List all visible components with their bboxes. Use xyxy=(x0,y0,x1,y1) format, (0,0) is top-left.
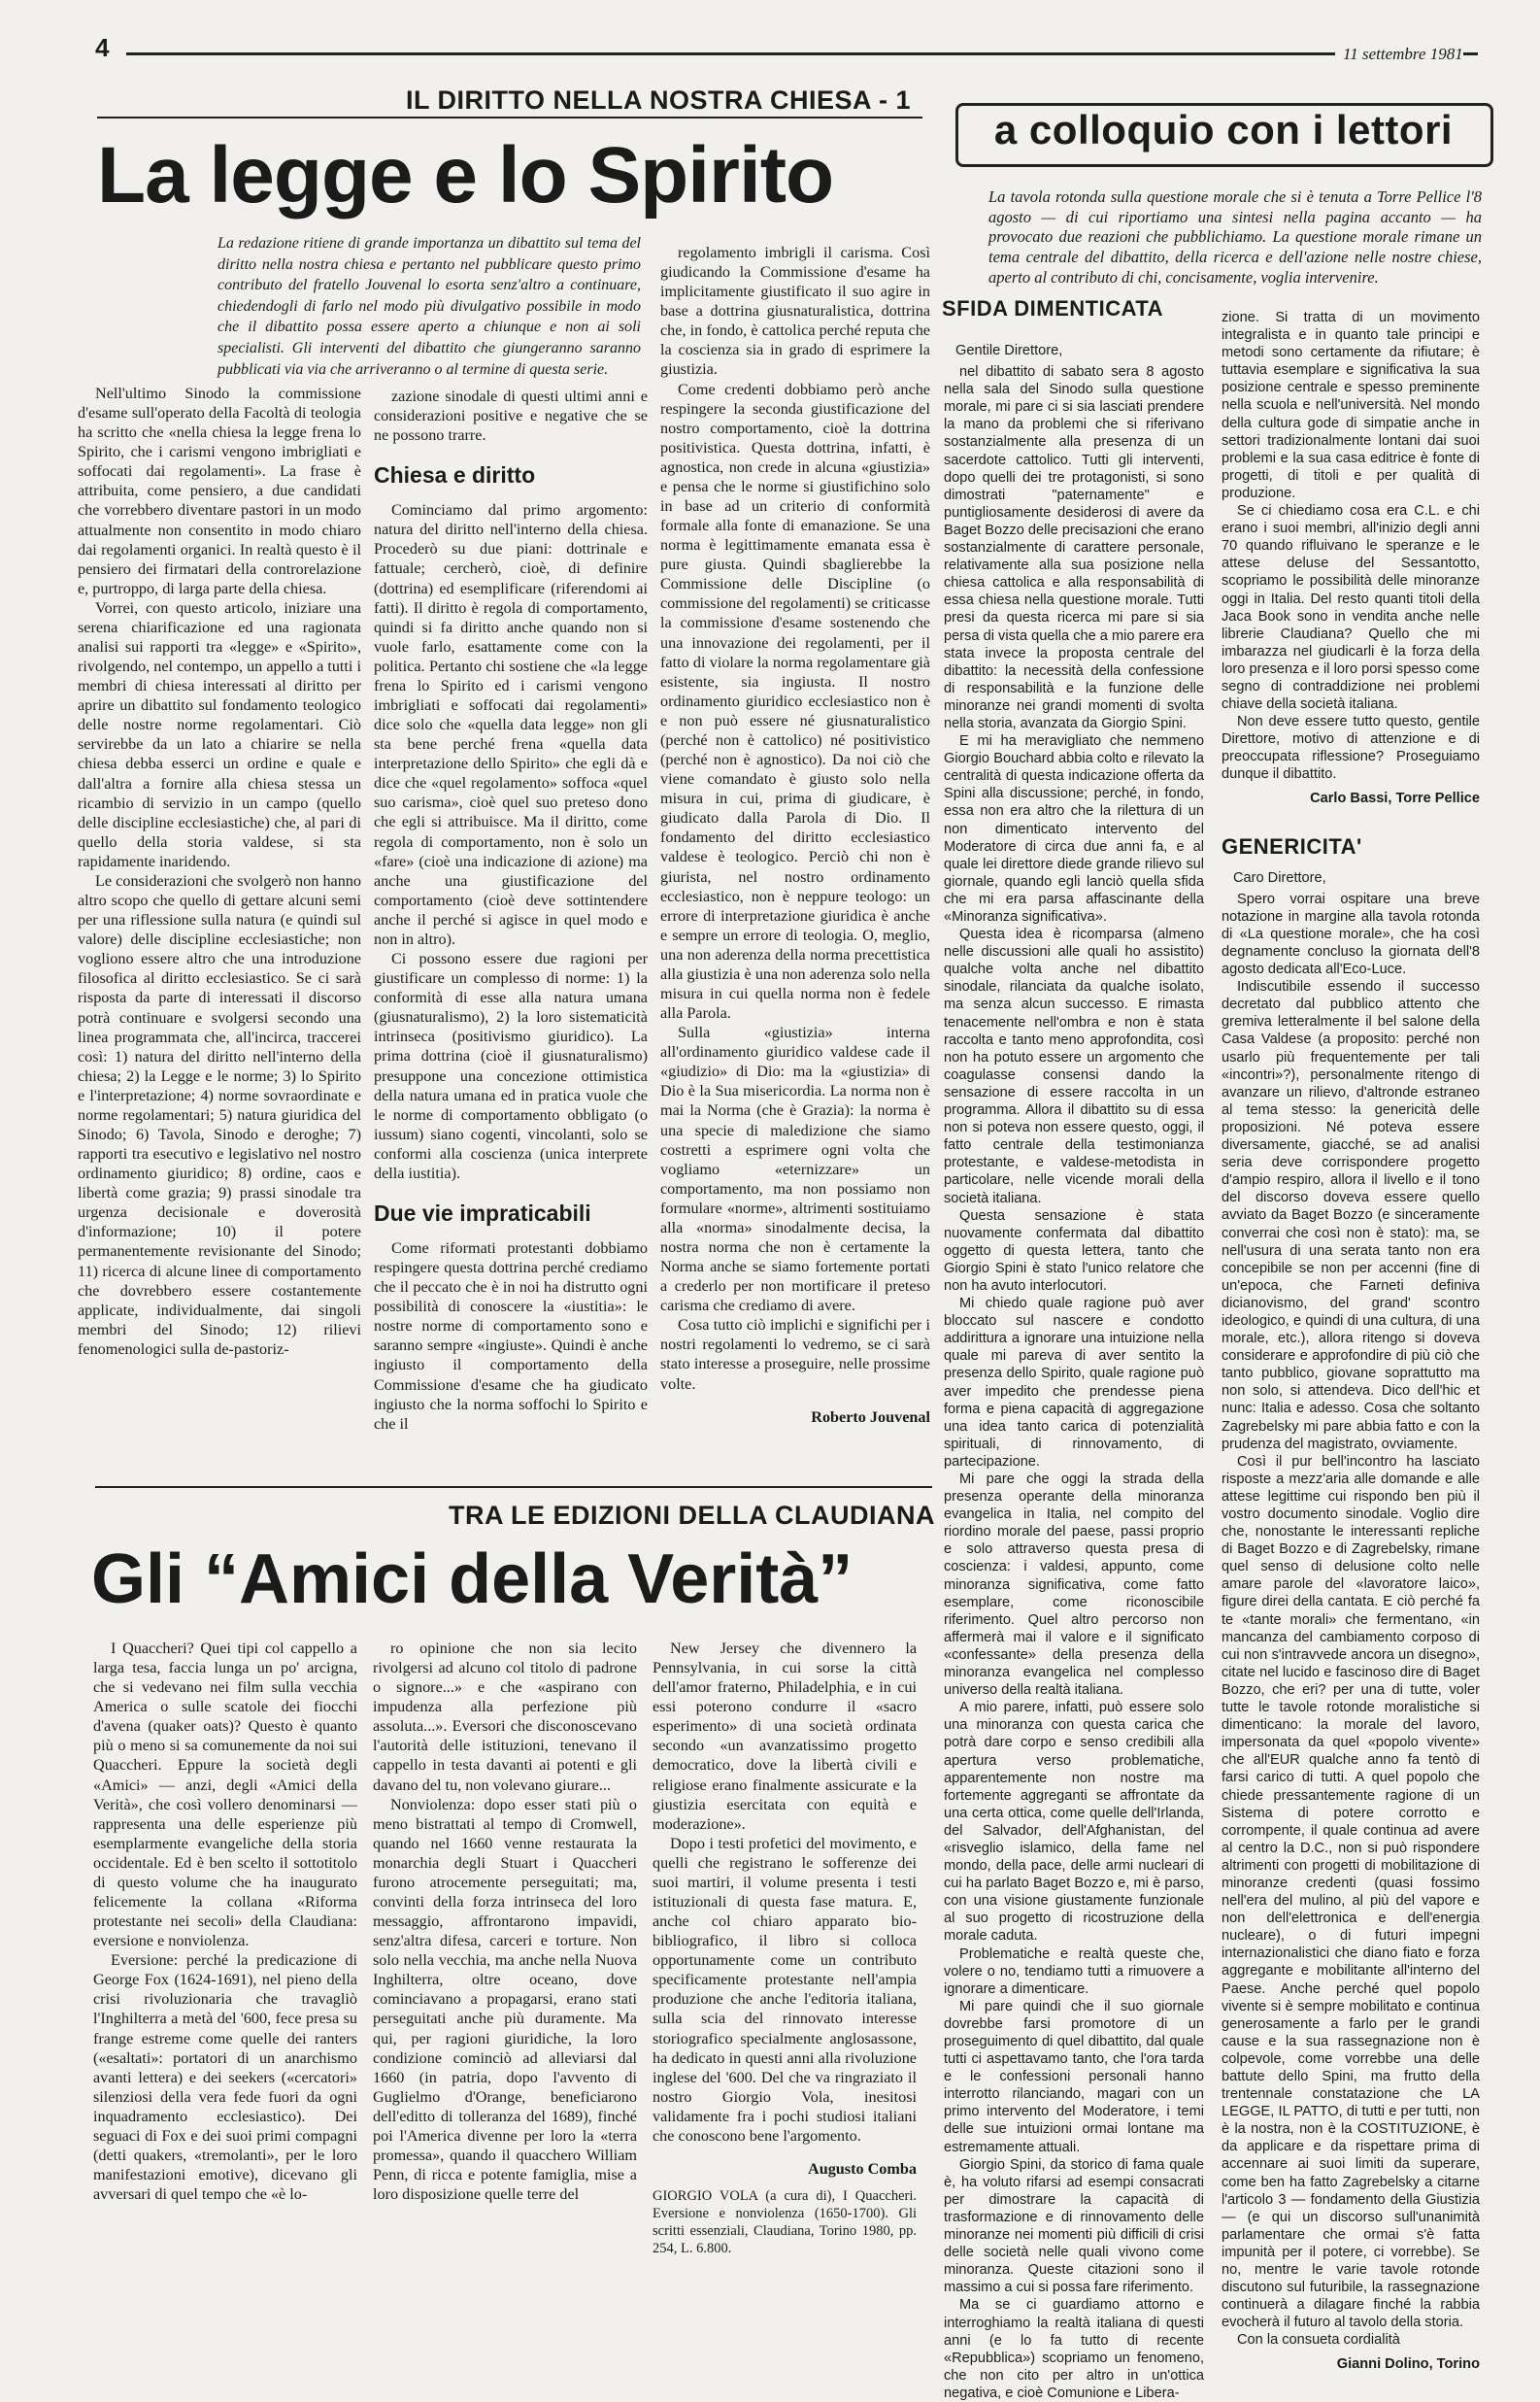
paragraph: Cominciamo dal primo argomento: natura del diritto nell'interno della chiesa. Procederò su due piani: dottrinale e fattuale; cercherò, cioè, di definire (dottrina) ed esemplificare (riferendomi ai fatti). Il diritto è regola di comportamento, quindi si fa diritto anche quando non si vuole farlo, esattamente come con la politica. Pertanto chi sostiene che «la legge frena lo Spirito ed i carismi vengono imbrigliati e soffocati dai regolamenti» dice solo che «quella data legge» non gli sta bene perché frena «quella data interpretazione dello Spirito» che egli dà e dice che «quel regolamento» soffoca «quel suo carisma», cioè quel suo preteso dono che egli si attribuisce. Ma il diritto, come regola di comportamento, non è solo un «fare» (cioè una indicazione di azione) ma anche una giustificazione del comportamento (cioè deve sottintendere anche il perché si agisce in quel modo e non in altro). xyxy=(374,501,648,948)
letter1-column-a xyxy=(944,342,1204,2402)
paragraph: Questa idea è ricomparsa (almeno nelle discussioni alle quali ho assistito) qualche volta anche nel dibattito sinodale, rilanciata da qualche isolato, ma senza alcun successo. E rimasta tenacemente nell'ombra e non è stata raccolta e tanto meno approfondita, così non ha potuto essere un argomento che coagulasse consensi dando la sensazione di essere raccolta in un programma. Allora il dibattito su di essa non si poteva non essere questo, oggi, il fatto centrale della testimonianza protestante, e valdese-metodista in particolare, nelle vicende morali della società italiana. xyxy=(944,927,1204,1206)
header-rule xyxy=(126,52,1478,55)
letter2-salutation: Caro Direttore, xyxy=(1233,869,1326,886)
paragraph: A mio parere, infatti, può essere solo una minoranza con questa carica che potrà dare corpo e senso credibili alla apertura verso problematiche, apparentemente non nostre ma fortemente aggreganti se affrontate da una certa ottica, come quelle dell'Irlanda, del Salvador, dell'Afghanistan, del «risveglio islamico, della fame nel mondo, della pace, delle armi nucleari di cui ha parlato Baget Bozzo e, mi è parso, con una visione giustamente funzionale al suo progetto di ricostruzione della morale caduta. xyxy=(944,1700,1204,1945)
paragraph: Mi pare che oggi la strada della presenza operante della minoranza evangelica in Italia, nel compito del riordino morale del paese, passi proprio e solo attraverso questa presa di coscienza: i valdesi, appunto, come minoranza significativa, come fatto esemplare, come riconoscibile riferimento. Quel altro percorso non affermerà mai il valore e il significato «confessante» della presenza della minoranza evangelica nel complesso universo della realtà italiana. xyxy=(944,1472,1204,1699)
issue-date: 11 settembre 1981 xyxy=(1335,45,1463,64)
subheading-due-vie: Due vie impraticabili xyxy=(374,1200,591,1226)
paragraph: Problematiche e realtà queste che, volere o no, tendiamo tutti a rimuovere a ignorare a dimenticare. xyxy=(944,1945,1204,1997)
paragraph: regolamento imbrigli il carisma. Così giudicando la Commissione d'esame ha implicitamente giustificato il suo agire in base a dottrina giusnaturalistica, dottrina che, in fondo, è cattolica perché reputa che la coscienza sia in grado di esprimere la giustizia. xyxy=(660,244,930,379)
paragraph: Vorrei, con questo articolo, iniziare una serena chiarificazione ed una ragionata analisi sui rapporti tra «legge» e «Spirito», rivolgendo, nel contempo, un appello a tutti i membri di chiesa interessati al diritto per aprire un dibattito sul fondamento teologico delle nostre norme regolamentari. Ciò servirebbe da un lato a chiarire se nella chiesa debba esserci un ordine e quale e dall'altra a fornire alla chiesa stessa un ricambio di servizio in un campo (quello delle discipline ecclesiastiche) che, al pari di quello della storia valdese, si sta rapidamente inaridendo. xyxy=(78,598,361,870)
paragraph: Le considerazioni che svolgerò non hanno altro scopo che quello di gettare alcuni semi per una riflessione sulla natura (e quindi sul valore) delle discipline ecclesiastiche; non vogliono essere altro che una introduzione filosofica al diritto ecclesiastico. Se ci sarà risposta da parte di interessati il discorso potrà continuare e svolgersi secondo una linea programmata che, all'incirca, traccerei così: 1) natura del diritto nell'interno della chiesa; 2) la Legge e le norme; 3) lo Spirito e l'interpretazione; 4) norme sovraordinate e norme regolamentari; 5) natura giuridica del Sinodo; 6) Tavola, Sinodo e deroghe; 7) rapporti tra esecutivo e legislativo nel nostro ordinamento giuridico; 8) ordine, caos e libertà come grazia; 9) prassi sinodale tra urgenza decisionale e doverosità d'informazione; 10) il potere permanentemente revisionante del Sinodo; 11) ricerca di alcune linee di comportamento che dovrebbero essere costantemente applicate, individualmente, dai singoli membri del Sinodo; 12) rilievi fenomenologici sulla de-pastoriz- xyxy=(78,871,361,1358)
paragraph: Come credenti dobbiamo però anche respingere la seconda giustificazione del nostro comportamento, cioè la dottrina positivistica. Questa dottrina, infatti, è agnostica, non crede in alcuna «giustizia» e pensa che le norme si giustifichino solo in base ad un criterio di conformità formale alla fonte di emanazione. Se una norma è legittimamente emanata essa è pure giusta. Quindi sbaglierebbe la Commissione delle Discipline (o commissione del regolamenti) se criticasse la commissione d'esame sostenendo che una innovazione dei regolamenti, per il fatto di violare la norma regolamentare già esistente, sia ingiusta. Il nostro ordinamento giuridico ecclesiastico non è e non può essere né giusnaturalistico (perché non è cattolico) né positivistico (perché non è agnostico). Da noi ciò che viene comandato è giusto solo nella misura in cui, prima di giudicare, è giudicato dalla Parola di Dio. Il fondamento del diritto ecclesiastico valdese è teologico. Perciò chi non è giurista, nel nostro ordinamento ecclesiastico, non è neppure teologo: un errore di interpretazione giuridica è anche e sempre un errore di teologia. O, meglio, una non aderenza della norma precettistica alla giustizia è una non aderenza solo nella misura in cui quella norma non è fedele alla Parola. xyxy=(660,380,930,1023)
paragraph: I Quaccheri? Quei tipi col cappello a larga tesa, faccia lunga un po' arcigna, che si vedevano nei film sulla vecchia America o sulle scatole dei fiocchi d'avena (quaker oats)? Questo è quanto più o meno si sa comunemente da noi sui Quaccheri. Eppure la società degli «Amici» — anzi, degli «Amici della Verità», che così vollero denominarsi — rappresenta una delle esperienze più esemplarmente evangeliche della storia occidentale. Ed è ben scelto il sottotitolo di questo volume che ha inaugurato felicemente la collana «Riforma protestante nei secoli» della Claudiana: eversione e nonviolenza. xyxy=(93,1640,357,1950)
paragraph: Eversione: perché la predicazione di George Fox (1624-1691), nel pieno della crisi rivoluzionaria che travagliò l'Inghilterra a metà del '600, fece presa su frange estreme come quelle dei ranters («esaltati»: portatori di un anarchismo avanti lettera) e dei seekers («cercatori» silenziosi della vera fede fuori da ogni inquadramento ecclesiastico). Dei seguaci di Fox e dei suoi primi compagni (detti quakers, «tremolanti», per le loro manifestazioni emotive), dicevano gli avversari di quel tempo che «è lo- xyxy=(93,1951,357,2204)
letter1-signature: Carlo Bassi, Torre Pellice xyxy=(1310,790,1480,806)
paragraph: Se ci chiediamo cosa era C.L. e chi erano i suoi membri, all'inizio degli anni 70 quando rifluivano le speranze e le attese deluse del Sessantotto, scopriamo le possibilità delle minoranze oggi in Italia. Del resto quanti titoli della Jaca Book sono in vendita anche nelle librerie Claudiana? Quello che mi imbarazza nel giudicarli è la forza della loro presenza e il loro porsi spesso come segno di contraddizione nei problemi chiave della società italiana. xyxy=(1222,503,1480,713)
article2-kicker: TRA LE EDIZIONI DELLA CLAUDIANA xyxy=(449,1501,935,1530)
paragraph: New Jersey che divennero la Pennsylvania, in cui sorse la città dell'amor fraterno, Philadelphia, e in cui essi poterono condurre il «sacro esperimento» di una società ordinata secondo «un avanzatissimo progetto democratico, dove la libertà civili e religiose erano finalmente assicurate e la giustizia esercitata con equità e moderazione». xyxy=(653,1640,917,1833)
article2-top-rule xyxy=(95,1486,932,1488)
paragraph: Dopo i testi profetici del movimento, e quelli che registrano le sofferenze dei suoi martiri, il volume presenta i testi istituzionali di questa fase matura. E, anche col chiaro apparato bio-bibliografico, il libro si colloca opportunamente come un contributo specificamente protestante nell'ampia produzione che anche l'editoria italiana, sulla scia del rinnovato interesse storiografico specialmente anglosassone, ha dedicato in questi anni alla rivoluzione inglese del '600. Del che va ringraziato il nostro Giorgio Vola, inesitosi validamente fra i pochi studiosi italiani che conoscono bene l'argomento. xyxy=(653,1834,917,2145)
paragraph: Non deve essere tutto questo, gentile Direttore, motivo di attenzione e di preoccupata riflessione? Proseguiamo dunque il dibattito. xyxy=(1222,714,1480,783)
paragraph: Giorgio Spini, da storico di fama quale è, ha voluto rifarsi ad esempi consacrati per dimostrare la capacità di trasformazione e di rinnovamento delle minoranze nei momenti più difficili di crisi delle società nelle quali vivono come minoranza. Queste citazioni sono il massimo a cui si possa fare riferimento. xyxy=(944,2156,1204,2296)
paragraph: Nonviolenza: dopo esser stati più o meno bistrattati al tempo di Cromwell, quando nel 1660 venne restaurata la monarchia degli Stuart i Quaccheri furono atrocemente perseguitati; ma, convinti della forza intrinseca del loro messaggio, affrontarono impavidi, senz'altra difesa, carceri e torture. Non solo nella vecchia, ma anche nella Nuova Inghilterra, oltre oceano, dove cominciavano a propagarsi, erano stati perseguitati anche più duramente. Ma qui, per ragioni giuridiche, la loro condizione cominciò ad alleviarsi dal 1660 (in patria, dopo l'avvento di Guglielmo d'Orange, beneficiarono dell'editto di tolleranza del 1689), finché poi l'America divenne per loro la «terra promessa», quando il quacchero William Penn, di ricca e potente famiglia, mise a loro disposizione quelle terre del xyxy=(373,1795,637,2204)
article2-title: Gli “Amici della Verità” xyxy=(91,1540,854,1618)
paragraph: Mi pare quindi che il suo giornale dovrebbe farsi promotore di un proseguimento di quel dibattito, dal quale tutti ci aspettavamo tanto, che l'ora tarda e le confessioni personali hanno interrotto rilanciando, magari con un primo intervento del Moderatore, i temi delle sue intuizioni ormai lontane ma estremamente attuali. xyxy=(944,1998,1204,2155)
letters-intro: La tavola rotonda sulla questione morale che si è tenuta a Torre Pellice l'8 agosto — di cui riportiamo una sintesi nella pagina accanto — ha provocato due reazioni che pubblichiamo. La questione morale rimane un tema centrale del dibattito, della ricerca e dell'azione nelle nostre chiese, aperto al contributo di chi, concisamente, voglia intervenire. xyxy=(988,187,1482,287)
paragraph: Così il pur bell'incontro ha lasciato risposte a mezz'aria alle domande e alle attese legittime cui rispondo ben più il vostro documento sinodale. Voglio dire che, nonostante le interessanti repliche di Baget Bozzo e di Zagrebelsky, rimane quel senso di delusione colto nelle amare parole del «lavoratore laico», figure direi della cantata. E ciò perché fa te «tante morali» che fermentano, «in mancanza del cambiamento corposo di cui non s'intravvede ancora un disegno», citate nel lucido e fascinoso dire di Baget Bozzo, che eri? per una di tutte, voler tutte le tavole rotonde moralistiche si dimenticano: la morale del lavoro, impersonata da quel «popolo vivente» che all'EUR qualche anno fa tentò di farsi carico di tutti. A quel popolo che chiede pressantemente ragione di un Sistema di potere corrotto e corrompente, il quale continua ad avere al centro la D.C., non si può rispondere altrimenti con progetti di mobilitazione di minoranze credenti (quasi fossimo nell'era del mulino, al più del vapore e non dell'elettronica e dell'energia nucleare), o di futuri impegni internazionalistici che diano fiato e forza aggregante e mobilitante all'interno del Paese. Anche perché quel popolo vivente si è sempre mobilitato e continua generosamente a farlo per le grandi cause e la sua rassegnazione non è colpevole, come vorrebbe una delle battute dello Spini, ma frutto della trentennale constatazione che LA LEGGE, IL PATTO, di tutti e per tutti, non è la nostra, non è la COSTITUZIONE, è da applicare e da rispettare prima di accennare ai suoi limiti da superare, come ben ha fatto Zagrebelsky a citarne l'articolo 3 — fondamento della Giustizia — (e qui un discorso sull'unanimità parlamentare che ormai s'è fatta impunità per il potere, ci vorrebbe). Se no, mentre le varie tavole rotonde discutono sul futuribile, la rassegnazione continuerà a dilagare finché la rabbia evocherà il futuro al tavolo della storia. xyxy=(1222,1453,1480,2331)
page-number: 4 xyxy=(95,33,110,62)
book-reference: GIORGIO VOLA (a cura di), I Quaccheri. Eversione e nonviolenza (1650-1700). Gli scritti essenziali, Claudiana, Torino 1980, pp. 254, L. 6.800. xyxy=(653,2188,917,2257)
article1-kicker: IL DIRITTO NELLA NOSTRA CHIESA - 1 xyxy=(406,85,912,115)
paragraph: Sulla «giustizia» interna all'ordinamento giuridico valdese cade il «giudizio» di Dio: ma la «giustizia» di Dio è la Sua misericordia. La norma non è mai la Norma (che è Grazia): la norma è una specie di maledizione che siamo costretti a esprimere ogni volta che vogliamo «eternizzare» un comportamento, ma non possiamo non formulare «norme», altrimenti sostituiamo alla «norma» sinodalmente decisa, la nostra norma che non è certamente la Norma anche se siamo fortemente portati a crederlo per non mortificare il preteso carisma che crediamo di avere. xyxy=(660,1024,930,1315)
paragraph: Mi chiedo quale ragione può aver bloccato sul nascere e condotto addirittura a ignorare una intuizione nella quale mi pareva di aver sentito la presenza dello Spirito, quale ragione può aver impedito che prendesse piena forma e piena capacità di aggregazione una idea tanto carica di potenzialità spirituali, di rinnovamento, di partecipazione. xyxy=(944,1296,1204,1470)
letter1-heading: SFIDA DIMENTICATA xyxy=(942,296,1164,321)
paragraph: Spero vorrai ospitare una breve notazione in margine alla tavola rotonda di «La questione morale», che ha così degnamente concluso la giornata dell'8 agosto dedicata all'Eco-Luce. xyxy=(1222,891,1480,978)
letters-banner: a colloquio con i lettori xyxy=(993,107,1454,152)
article1-top-rule xyxy=(97,117,922,118)
paragraph: Cosa tutto ciò implichi e significhi per i nostri regolamenti lo vedremo, se ci sarà stato interesse a proseguire, nelle prossime volte. xyxy=(660,1316,930,1393)
letter2-heading: GENERICITA' xyxy=(1222,833,1362,859)
paragraph: Ma se ci guardiamo attorno e interroghiamo la realtà italiana di questi anni (e lo fa tutto di recente «Repubblica») scopriamo un fenomeno, che non cito per altro in un'ottica negativa, e cioè Comunione e Libera- xyxy=(944,2297,1204,2401)
letter1-salutation: Gentile Direttore, xyxy=(955,343,1063,358)
article2-column-1 xyxy=(93,1639,357,2204)
subheading-chiesa-e-diritto: Chiesa e diritto xyxy=(374,462,536,489)
paragraph: Indiscutibile essendo il successo decretato dal pubblico attento che gremiva letteralmente il bel salone della Casa Valdese (a proposito: perché non usarlo più frequentemente per tali «incontri»?), personalmente ritengo di avanzare un rilievo, d'altronde estraneo al tema stesso: la genericità delle proposizioni. Né poteva essere diversamente, giacché, se ad analisi seria deve corrispondere progetto d'ampio respiro, allora il livello e il tono del discorso doveva essere quello avviato da Baget Bozzo (e sinceramente converrai che così non è stato): ma, se nell'usura di una serata tanto non era concepibile se non per accenni (fine di un'epoca, che Farneti definiva dicianovismo, del grand' scontro ideologico, e quindi di una cultura, di una morale, etc.), allora ritengo si doveva considerare e approfondire di più ciò che tanto pubblico, giovane soprattutto ma non solo, si attendeva. Dico dell'hic et nunc: Italia e adesso. Cosa che soltanto Zagrebelsky mi pare abbia fatto e con la prudenza del magistrato, ovviamente. xyxy=(1222,979,1480,1452)
article1-signature: Roberto Jouvenal xyxy=(811,1407,930,1426)
article1-column-2 xyxy=(374,387,648,1434)
article2-signature: Augusto Comba xyxy=(808,2160,917,2179)
letter2-signature: Gianni Dolino, Torino xyxy=(1336,2355,1480,2372)
paragraph: Ci possono essere due ragioni per giustificare un complesso di norme: 1) la conformità di esse alla natura umana (giusnaturalismo), 2) la loro sistematicità intrinseca (positivismo giuridico). La prima dottrina (cioè il giusnaturalismo) presuppone una concezione ottimistica della natura umana ed in pratica vuole che le norme di comportamento obbligato (o iussum) siano cogenti, vincolanti, solo se conformi alla coscienza (unica interprete della iustitia). xyxy=(374,950,648,1182)
paragraph: nel dibattito di sabato sera 8 agosto nella sala del Sinodo sulla questione morale, mi pare ci si sia lasciati prendere la mano da problemi che si riferivano sostanzialmente alla presenza di un sacerdote cattolico. Tutti gli interventi, dopo quelli dei tre protagonisti, si sono dimostrati "paternamente" e puntigliosamente desiderosi di avere da Baget Bozzo delle precisazioni che erano sostanzialmente di carattere personale, relativamente alla sua posizione nella chiesa cattolica e alla responsabilità di essa chiesa nella questione morale. Tutti presi da questa ricerca mi pare si sia persa di vista quella che a mio parere era stata invece la proposta centrale del dibattito: la necessità della confessione di responsabilità e la funzione delle minoranze nei grandi momenti di svolta nella storia, avanzata da Giorgio Spini. xyxy=(944,364,1204,731)
article1-title: La legge e lo Spirito xyxy=(97,131,834,220)
paragraph: Questa sensazione è stata nuovamente confermata dal dibattito oggetto di questa lettera, tanto che Giorgio Spini è stato l'unico relatore che non ha avuto interlocutori. xyxy=(944,1207,1204,1294)
paragraph: E mi ha meravigliato che nemmeno Giorgio Bouchard abbia colto e rilevato la centralità di questa indicazione offerta da Spini alla discussione; perché, in fondo, essa non era altro che la rilettura di un non dimenticato intervento del Moderatore di circa due anni fa, e al quale lei direttore diede grande rilievo sul giornale, quando egli lanciò quella sfida che mi era parsa affascinante della «Minoranza significativa». xyxy=(944,733,1204,925)
article2-column-3 xyxy=(653,1639,917,2258)
paragraph: zione. Si tratta di un movimento integralista e in quanto tale principi e metodi sono certamente da rifiutare; è tuttavia esemplare e significativa la sua posizione centrale e spesso preminente nella scuola e nell'università. Nel mondo della cultura gode di simpatie anche in settori tradizionalmente lontani dai suoi problemi e la sua casa editrice è fonte di progetti, di titoli e per qualità di produzione. xyxy=(1222,310,1480,501)
paragraph: Con la consueta cordialità xyxy=(1237,2332,1400,2349)
article1-column-3 xyxy=(660,243,930,1427)
letter1-column-b xyxy=(1222,309,1480,2373)
paragraph: Come riformati protestanti dobbiamo respingere questa dottrina perché crediamo che il peccato che è in noi ha distrutto ogni possibilità di conoscere la «iustitia»: le nostre norme di comportamento sono e saranno sempre «ingiuste». Quindi è anche ingiusto il comportamento della Commissione d'esame che ha giudicato ingiusto che la norma soffochi lo Spirito e che il xyxy=(374,1238,648,1433)
article1-intro: La redazione ritiene di grande importanza un dibattito sul tema del diritto nella nostra chiesa e pertanto nel pubblicare questo primo contributo del fratello Jouvenal lo esorta senz'altro a continuare, chiedendogli di farlo nel modo più divulgativo possibile in modo che il dibattito possa essere aperto a chiunque e non ai soli specialisti. Gli interventi del dibattito che giungeranno saranno pubblicati via via che arriveranno o al termine di questa serie. xyxy=(218,235,641,378)
paragraph: zazione sinodale di questi ultimi anni e considerazioni positive e negative che se ne possono trarre. xyxy=(374,388,648,445)
article1-column-1 xyxy=(78,384,361,1359)
paragraph: Nell'ultimo Sinodo la commissione d'esame sull'operato della Facoltà di teologia ha scritto che «nella chiesa la legge frena lo Spirito, che i carismi vengono imbrigliati e soffocati dai regolamenti». La frase è attribuita, come pensiero, a due candidati che vorrebbero diventare pastori in un modo attualmente non consentito in modo chiaro dai regolamenti organici. In realtà questo è il pensiero dei firmatari della controrelazione e, purtroppo, di larga parte della chiesa. xyxy=(78,385,361,597)
article2-column-2 xyxy=(373,1639,637,2204)
paragraph: ro opinione che non sia lecito rivolgersi ad alcuno col titolo di padrone o signore...» e che «aspirano con impudenza alla perfezione più assoluta...». Eversori che disconoscevano l'autorità delle istituzioni, tenevano il cappello in testa davanti ai potenti e gli davano del tu, non volevano giurare... xyxy=(373,1640,637,1794)
